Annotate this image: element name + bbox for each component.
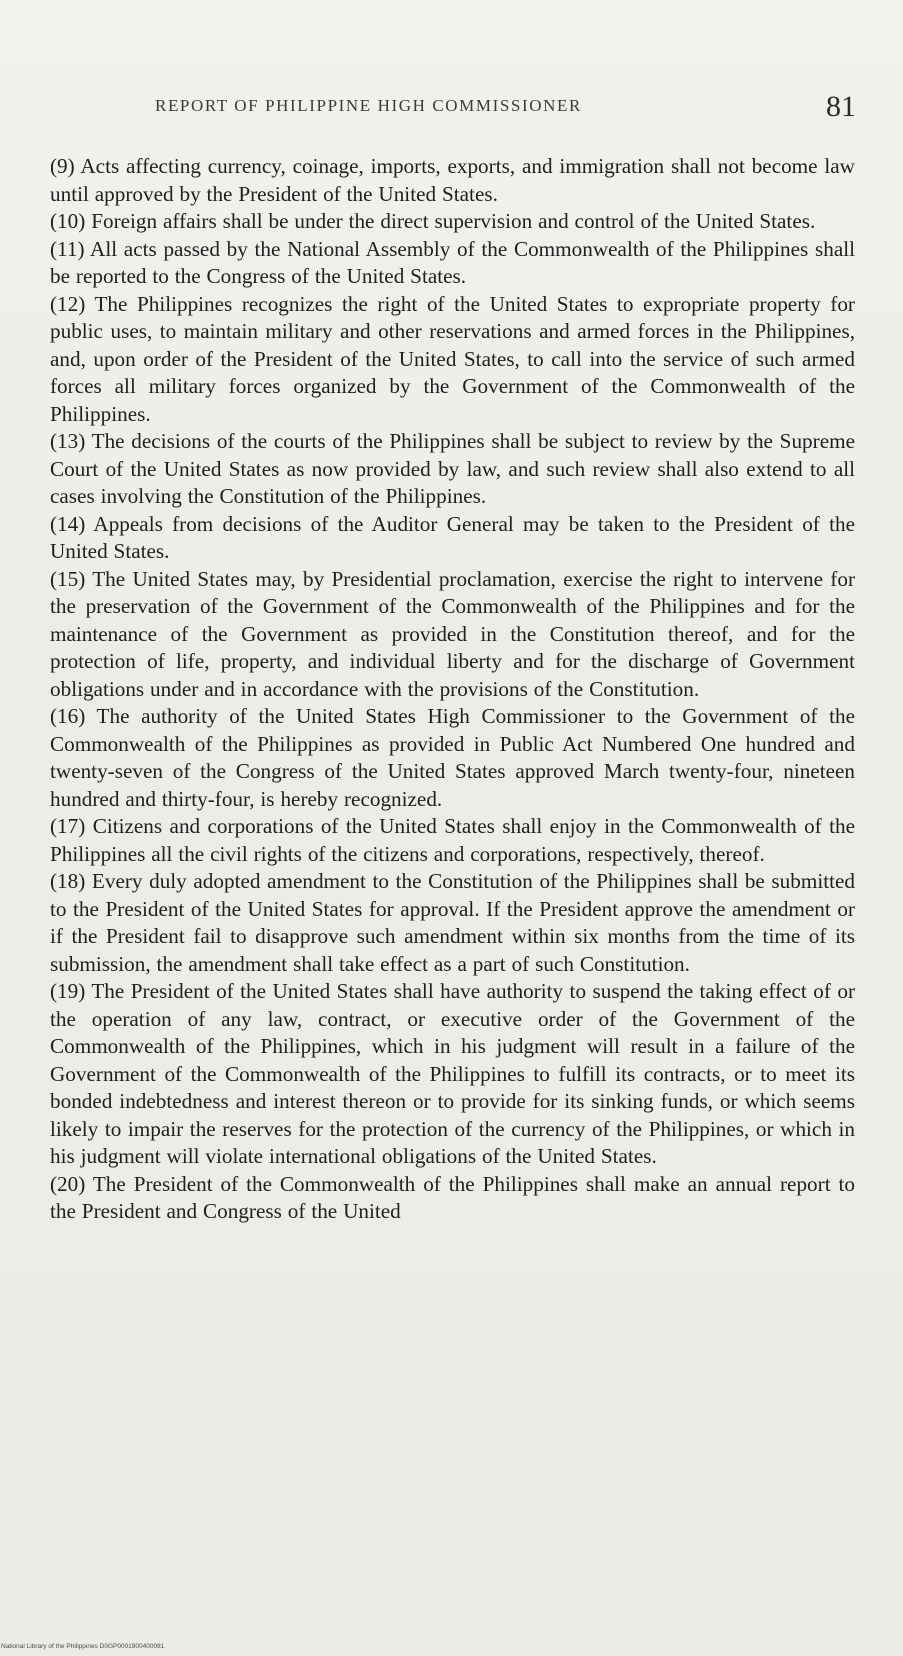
paragraph-13: (13) The decisions of the courts of the Philippines shall be subject to review by the Supreme Court of the United States as now provided by law, and such review shall also extend to all cases involving the Constitution of the Philippines. bbox=[50, 429, 855, 508]
paragraph-17: (17) Citizens and corporations of the United States shall enjoy in the Commonwealth of the Philippines all the civil rights of the citizens and corporations, respectively, thereof. bbox=[50, 814, 855, 866]
page-header bbox=[0, 90, 903, 130]
paragraph-16: (16) The authority of the United States High Commissioner to the Government of the Commonwealth of the Philippines as provided in Public Act Numbered One hundred and twenty-seven of the Congress of the United States approved March twenty-four, nineteen hundred and thirty-four, is hereby recognized. bbox=[50, 704, 855, 811]
paragraph-12: (12) The Philippines recognizes the right of the United States to expropriate property for public uses, to maintain military and other reservations and armed forces in the Philippines, and, upon order of the President of the United States, to call into the service of such armed forces all military forces organized by the Government of the Commonwealth of the Philippines. bbox=[50, 291, 855, 426]
body-text bbox=[50, 153, 855, 1633]
paragraph-14: (14) Appeals from decisions of the Auditor General may be taken to the President of the United States. bbox=[50, 511, 855, 563]
scan-footer-text: National Library of the Philippines D0GP0001900400081 bbox=[1, 1643, 165, 1650]
paragraph-11: (11) All acts passed by the National Assembly of the Commonwealth of the Philippines shall be reported to the Congress of the United States. bbox=[50, 236, 855, 288]
paragraph-15: (15) The United States may, by Presidential proclamation, exercise the right to intervene for the preservation of the Government of the Commonwealth of the Philippines and for the maintenance of the Government as provided in the Constitution thereof, and for the protection of life, property, and individual liberty and for the discharge of Government obligations under and in accordance with the provisions of the Constitution. bbox=[50, 566, 855, 701]
paragraph-19: (19) The President of the United States shall have authority to suspend the taking effect of or the operation of any law, contract, or executive order of the Government of the Commonwealth of the Philippines, which in his judgment will result in a failure of the Government of the Commonwealth of the Philippines to fulfill its contracts, or to meet its bonded indebtedness and interest thereon or to provide for its sinking funds, or which seems likely to impair the reserves for the protection of the currency of the Philippines, or which in his judgment will violate international obligations of the United States. bbox=[50, 979, 855, 1168]
paragraph-9: (9) Acts affecting currency, coinage, imports, exports, and immigration shall not become law until approved by the President of the United States. bbox=[50, 154, 855, 206]
running-head: REPORT OF PHILIPPINE HIGH COMMISSIONER bbox=[155, 96, 582, 115]
scan-footer bbox=[0, 1642, 903, 1656]
paragraph-18: (18) Every duly adopted amendment to the Constitution of the Philippines shall be submitted to the President of the United States for approval. If the President approve the amendment or if the President fail to disapprove such amendment within six months from the time of its submission, the amendment shall take effect as a part of such Constitution. bbox=[50, 869, 855, 976]
page-number: 81 bbox=[826, 90, 856, 123]
paragraph-20: (20) The President of the Commonwealth of the Philippines shall make an annual report to the President and Congress of the United bbox=[50, 1171, 855, 1223]
paragraph-10: (10) Foreign affairs shall be under the direct supervision and control of the United States. bbox=[50, 209, 816, 233]
